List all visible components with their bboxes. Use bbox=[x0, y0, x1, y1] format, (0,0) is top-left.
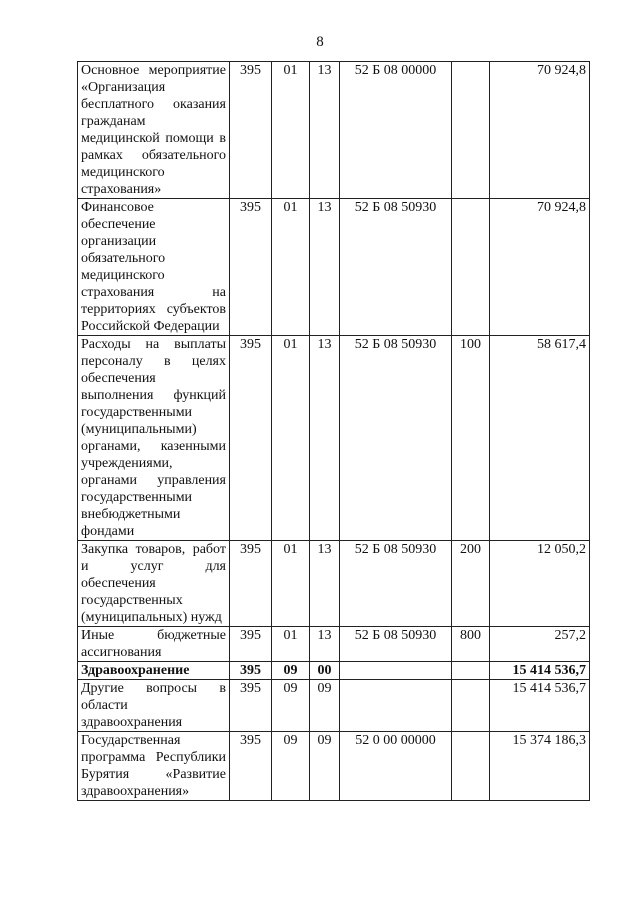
expense-type-code: 800 bbox=[452, 627, 490, 662]
row-name: Финансовое обеспечение организации обязательного медицинского страхования на территориях субъектов Российской Федерации bbox=[78, 199, 230, 336]
subsection-code: 13 bbox=[310, 541, 340, 627]
subsection-code: 09 bbox=[310, 732, 340, 801]
table-row bbox=[78, 732, 590, 801]
section-code: 01 bbox=[272, 541, 310, 627]
subsection-code: 00 bbox=[310, 662, 340, 680]
expense-type-code bbox=[452, 732, 490, 801]
expense-type-code bbox=[452, 662, 490, 680]
section-code: 09 bbox=[272, 662, 310, 680]
amount: 70 924,8 bbox=[490, 62, 590, 199]
target-code: 52 0 00 00000 bbox=[340, 732, 452, 801]
ministry-code: 395 bbox=[230, 336, 272, 541]
target-code: 52 Б 08 50930 bbox=[340, 199, 452, 336]
table-row bbox=[78, 680, 590, 732]
expense-type-code: 100 bbox=[452, 336, 490, 541]
row-name: Другие вопросы в области здравоохранения bbox=[78, 680, 230, 732]
section-code: 01 bbox=[272, 627, 310, 662]
ministry-code: 395 bbox=[230, 680, 272, 732]
amount: 70 924,8 bbox=[490, 199, 590, 336]
row-name: Расходы на выплаты персоналу в целях обеспечения выполнения функций государственными (муниципальными) органами, казенными учреждениями, органами управления государственными внебюджетными фондами bbox=[78, 336, 230, 541]
section-code: 09 bbox=[272, 680, 310, 732]
table-row-section-total bbox=[78, 662, 590, 680]
amount: 58 617,4 bbox=[490, 336, 590, 541]
ministry-code: 395 bbox=[230, 732, 272, 801]
amount: 15 414 536,7 bbox=[490, 662, 590, 680]
row-name: Государственная программа Республики Бурятия «Развитие здравоохранения» bbox=[78, 732, 230, 801]
ministry-code: 395 bbox=[230, 627, 272, 662]
page-number: 8 bbox=[316, 34, 324, 50]
expense-type-code bbox=[452, 62, 490, 199]
section-code: 01 bbox=[272, 62, 310, 199]
amount: 257,2 bbox=[490, 627, 590, 662]
expense-type-code bbox=[452, 680, 490, 732]
section-code: 01 bbox=[272, 199, 310, 336]
target-code bbox=[340, 680, 452, 732]
target-code: 52 Б 08 50930 bbox=[340, 627, 452, 662]
subsection-code: 13 bbox=[310, 199, 340, 336]
table-row bbox=[78, 541, 590, 627]
budget-table bbox=[77, 61, 590, 801]
amount: 15 414 536,7 bbox=[490, 680, 590, 732]
row-name: Закупка товаров, работ и услуг для обеспечения государственных (муниципальных) нужд bbox=[78, 541, 230, 627]
row-name: Здравоохранение bbox=[78, 662, 230, 680]
subsection-code: 13 bbox=[310, 336, 340, 541]
table-row bbox=[78, 336, 590, 541]
table-row bbox=[78, 62, 590, 199]
table-row bbox=[78, 627, 590, 662]
target-code bbox=[340, 662, 452, 680]
ministry-code: 395 bbox=[230, 62, 272, 199]
amount: 15 374 186,3 bbox=[490, 732, 590, 801]
amount: 12 050,2 bbox=[490, 541, 590, 627]
expense-type-code bbox=[452, 199, 490, 336]
subsection-code: 13 bbox=[310, 62, 340, 199]
target-code: 52 Б 08 50930 bbox=[340, 336, 452, 541]
target-code: 52 Б 08 00000 bbox=[340, 62, 452, 199]
row-name: Иные бюджетные ассигнования bbox=[78, 627, 230, 662]
table-row bbox=[78, 199, 590, 336]
ministry-code: 395 bbox=[230, 199, 272, 336]
row-name: Основное мероприятие «Организация бесплатного оказания гражданам медицинской помощи в рамках обязательного медицинского страхования» bbox=[78, 62, 230, 199]
section-code: 09 bbox=[272, 732, 310, 801]
ministry-code: 395 bbox=[230, 662, 272, 680]
subsection-code: 13 bbox=[310, 627, 340, 662]
expense-type-code: 200 bbox=[452, 541, 490, 627]
section-code: 01 bbox=[272, 336, 310, 541]
subsection-code: 09 bbox=[310, 680, 340, 732]
target-code: 52 Б 08 50930 bbox=[340, 541, 452, 627]
ministry-code: 395 bbox=[230, 541, 272, 627]
